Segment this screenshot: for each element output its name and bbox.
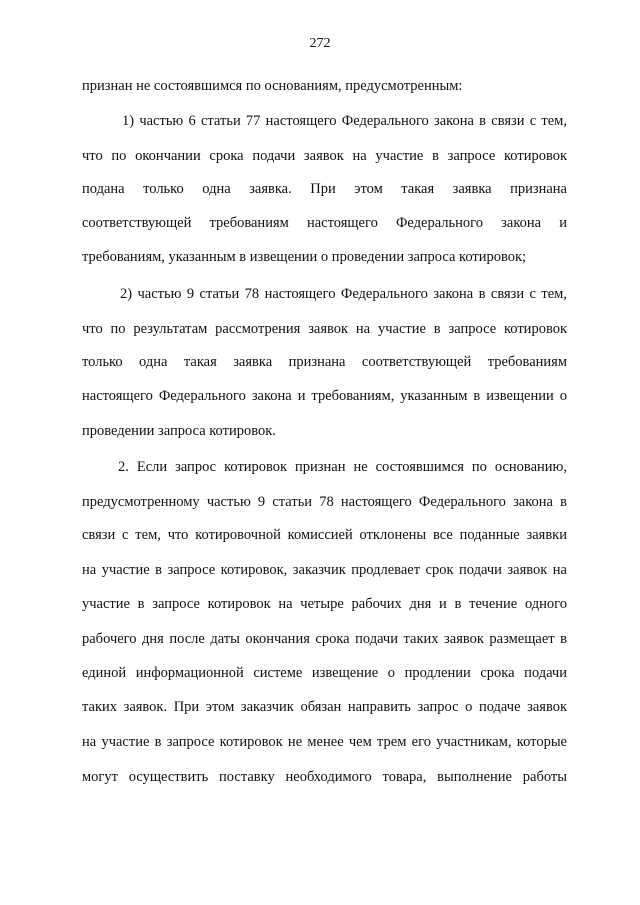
text-line: участие в запросе котировок на четыре рабочих дня и в течение одного bbox=[82, 596, 567, 612]
text-line: проведении запроса котировок. bbox=[82, 423, 276, 439]
page-number: 272 bbox=[309, 36, 331, 51]
text-line: признан не состоявшимся по основаниям, предусмотренным: bbox=[82, 78, 463, 94]
text-line: предусмотренному частью 9 статьи 78 настоящего Федерального закона в bbox=[82, 494, 567, 510]
text-line: могут осуществить поставку необходимого товара, выполнение работы bbox=[82, 769, 567, 785]
text-line: на участие в запросе котировок, заказчик продлевает срок подачи заявок на bbox=[82, 562, 567, 578]
text-line: только одна такая заявка признана соответствующей требованиям bbox=[82, 354, 567, 370]
text-line: настоящего Федерального закона и требованиям, указанным в извещении о bbox=[82, 388, 567, 404]
text-line: рабочего дня после даты окончания срока подачи таких заявок размещает в bbox=[82, 631, 567, 647]
text-line: 2. Если запрос котировок признан не состоявшимся по основанию, bbox=[118, 459, 567, 475]
text-line: связи с тем, что котировочной комиссией отклонены все поданные заявки bbox=[82, 527, 567, 543]
text-line: требованиям, указанным в извещении о проведении запроса котировок; bbox=[82, 249, 527, 265]
text-line: 1) частью 6 статьи 77 настоящего Федерального закона в связи с тем, bbox=[122, 113, 567, 129]
text-line: таких заявок. При этом заказчик обязан направить запрос о подаче заявок bbox=[82, 699, 567, 715]
text-line: единой информационной системе извещение о продлении срока подачи bbox=[82, 665, 567, 681]
text-line: на участие в запросе котировок не менее чем трем его участникам, которые bbox=[82, 734, 567, 750]
text-line: что по окончании срока подачи заявок на участие в запросе котировок bbox=[82, 148, 567, 164]
text-line: что по результатам рассмотрения заявок на участие в запросе котировок bbox=[82, 321, 567, 337]
text-line: соответствующей требованиям настоящего Федерального закона и bbox=[82, 215, 567, 231]
text-line: 2) частью 9 статьи 78 настоящего Федерального закона в связи с тем, bbox=[120, 286, 567, 302]
text-line: подана только одна заявка. При этом такая заявка признана bbox=[82, 181, 567, 197]
